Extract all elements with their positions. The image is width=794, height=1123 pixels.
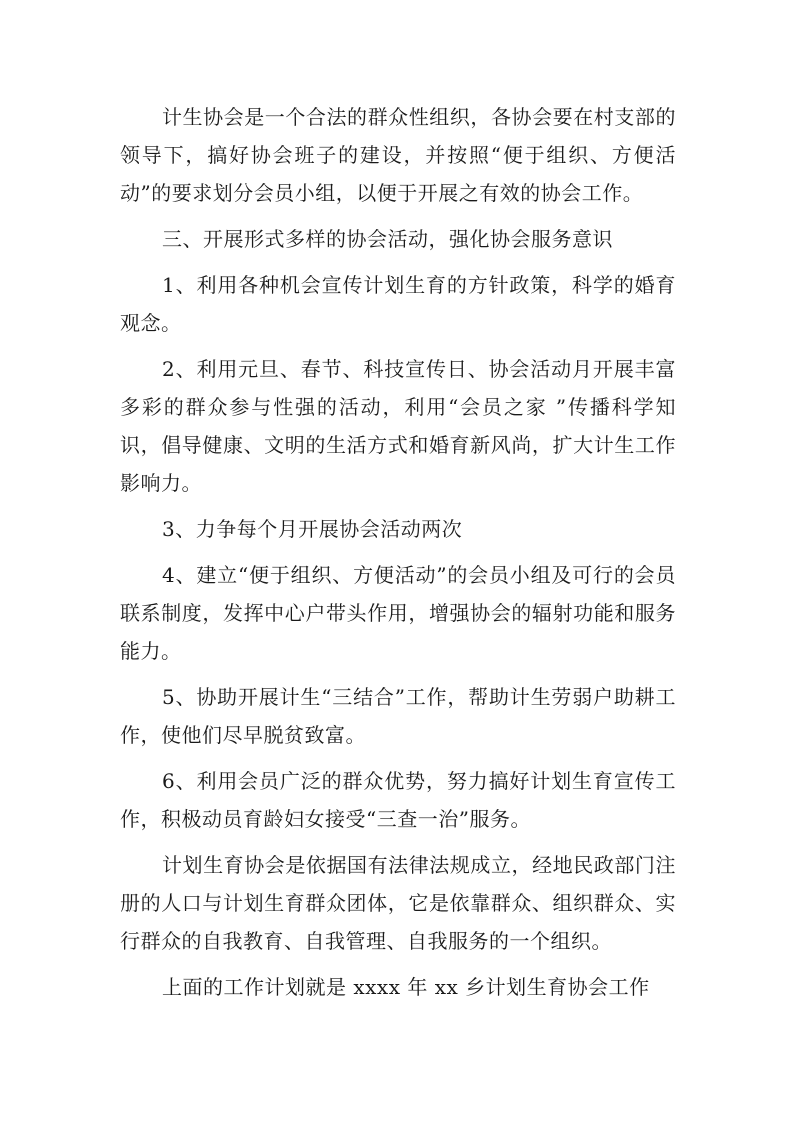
list-item-6: 6、利用会员广泛的群众优势，努力搞好计划生育宣传工作，积极动员育龄妇女接受“三查一治”服务。 <box>120 769 676 831</box>
list-item-3: 3、力争每个月开展协会活动两次 <box>162 517 463 541</box>
list-item-1: 1、利用各种机会宣传计划生育的方针政策，科学的婚育观念。 <box>120 273 676 335</box>
list-item-2: 2、利用元旦、春节、科技宣传日、协会活动月开展丰富多彩的群众参与性强的活动，利用“会员之家 ”传播科学知识，倡导健康、文明的生活方式和婚育新风尚，扩大计生工作影响力。 <box>120 357 676 495</box>
paragraph-closing: 上面的工作计划就是 xxxx 年 xx 乡计划生育协会工作 <box>162 975 650 999</box>
section-heading-3: 三、开展形式多样的协会活动，强化协会服务意识 <box>162 227 613 251</box>
list-item-5: 5、协助开展计生“三结合”工作，帮助计生劳弱户助耕工作，使他们尽早脱贫致富。 <box>120 685 676 747</box>
paragraph-association-definition: 计划生育协会是依据国有法律法规成立，经地民政部门注册的人口与计划生育群众团体，它是依靠群众、组织群众、实行群众的自我教育、自我管理、自我服务的一个组织。 <box>120 853 676 953</box>
document-body <box>120 98 676 1006</box>
paragraph-association-intro: 计生协会是一个合法的群众性组织，各协会要在村支部的领导下，搞好协会班子的建设，并按照“便于组织、方便活动”的要求划分会员小组，以便于开展之有效的协会工作。 <box>120 105 676 205</box>
list-item-4: 4、建立“便于组织、方便活动”的会员小组及可行的会员联系制度，发挥中心户带头作用，增强协会的辐射功能和服务能力。 <box>120 563 676 663</box>
